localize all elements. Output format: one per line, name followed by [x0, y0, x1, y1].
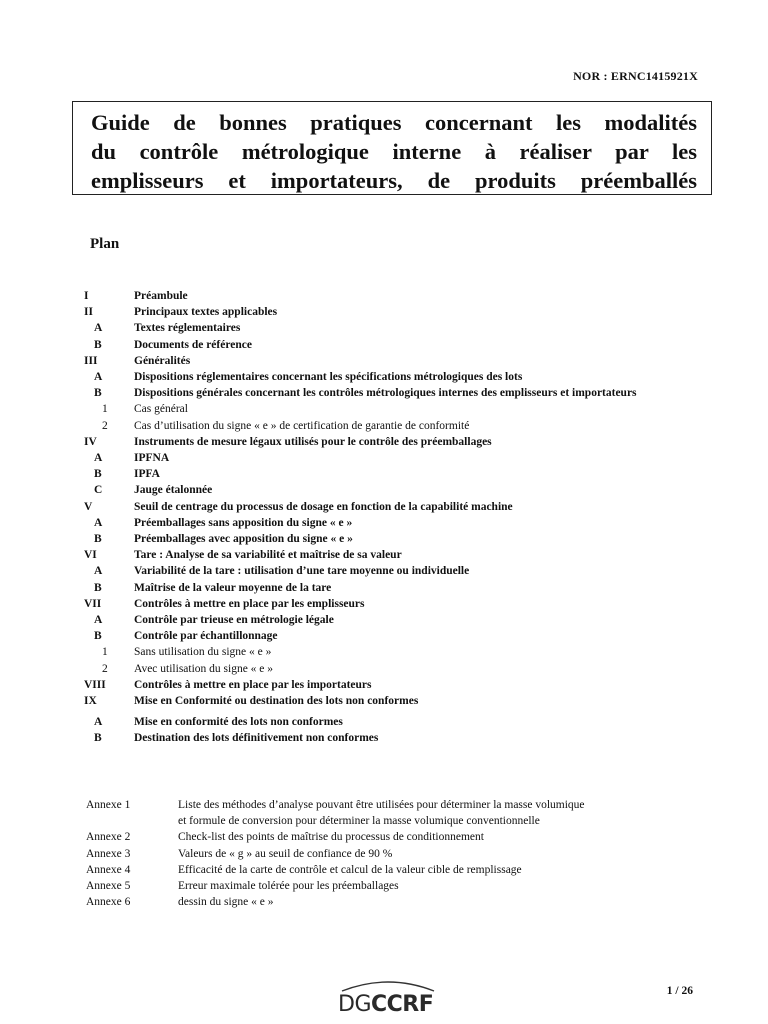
toc-entry-title: Tare : Analyse de sa variabilité et maîtrise de sa valeur	[134, 549, 402, 562]
toc-entry-title: Destination des lots définitivement non conformes	[134, 732, 379, 745]
toc-entry-number: B	[94, 533, 102, 546]
toc-entry-number: B	[94, 732, 102, 745]
toc-entry	[84, 288, 704, 304]
annex-title-line: Efficacité de la carte de contrôle et calcul de la valeur cible de remplissage	[178, 863, 522, 876]
toc-entry-number: V	[84, 500, 93, 513]
toc-entry-number: B	[94, 468, 102, 481]
toc-entry-title: Sans utilisation du signe « e »	[134, 646, 272, 659]
toc-entry	[84, 714, 704, 730]
toc-entry	[84, 434, 704, 450]
toc-entry-number: A	[94, 716, 103, 729]
toc-entry-title: Cas général	[134, 403, 188, 416]
toc-entry-number: 2	[102, 419, 108, 432]
toc-entry-title: Textes réglementaires	[134, 322, 241, 335]
dgccrf-logo	[334, 977, 442, 1021]
toc-entry-title: IPFNA	[134, 452, 170, 465]
toc-entry	[84, 418, 704, 434]
annex-label: Annexe 2	[86, 831, 131, 844]
toc-entry-title: Contrôle par échantillonnage	[134, 630, 278, 643]
toc-entry	[84, 482, 704, 498]
logo-arc-icon	[334, 977, 442, 993]
toc-entry-number: II	[84, 306, 93, 319]
toc-entry	[84, 531, 704, 547]
toc-entry	[84, 547, 704, 563]
nor-reference: NOR : ERNC1415921X	[573, 69, 698, 83]
toc-entry-title: Seuil de centrage du processus de dosage en fonction de la capabilité machine	[134, 500, 513, 513]
annex-entry	[86, 846, 706, 862]
annex-title	[178, 797, 706, 829]
toc-entry-title: Principaux textes applicables	[134, 306, 278, 319]
toc-entry-number: VI	[84, 549, 97, 562]
toc-entry-number: B	[94, 338, 102, 351]
toc-entry-title: Mise en Conformité ou destination des lots non conformes	[134, 695, 419, 708]
toc-entry	[84, 337, 704, 353]
toc-entry-number: III	[84, 354, 98, 367]
toc-entry-number: C	[94, 484, 103, 497]
toc-entry	[84, 353, 704, 369]
toc-entry-number: A	[94, 516, 103, 529]
annex-title	[178, 829, 706, 845]
annex-title-continuation: et formule de conversion pour déterminer la masse volumique conventionnelle	[178, 815, 540, 828]
plan-heading: Plan	[90, 236, 120, 252]
toc-entry	[84, 499, 704, 515]
annex-title-line: Check-list des points de maîtrise du processus de conditionnement	[178, 831, 484, 844]
title-line-2: du contrôle métrologique interne à réaliser par les	[91, 139, 697, 164]
toc-entry-title: Documents de référence	[134, 338, 252, 351]
table-of-contents	[84, 288, 704, 747]
title-line-1: Guide de bonnes pratiques concernant les modalités	[91, 110, 697, 135]
annex-title-line: dessin du signe « e »	[178, 896, 274, 909]
toc-entry-number: A	[94, 371, 103, 384]
toc-entry	[84, 693, 704, 709]
annex-list	[86, 797, 706, 910]
toc-entry	[84, 563, 704, 579]
toc-entry-number: VIII	[84, 678, 106, 691]
toc-entry	[84, 644, 704, 660]
annex-title	[178, 846, 706, 862]
toc-entry-title: Dispositions générales concernant les contrôles métrologiques internes des emplisseurs et importateurs	[134, 387, 637, 400]
toc-entry	[84, 661, 704, 677]
annex-title-line: Erreur maximale tolérée pour les préemballages	[178, 880, 399, 893]
toc-entry	[84, 304, 704, 320]
toc-entry-title: Maîtrise de la valeur moyenne de la tare	[134, 581, 332, 594]
toc-entry-title: Cas d’utilisation du signe « e » de certification de garantie de conformité	[134, 419, 470, 432]
annex-entry	[86, 878, 706, 894]
annex-title	[178, 862, 706, 878]
toc-entry-title: Contrôles à mettre en place par les emplisseurs	[134, 597, 365, 610]
toc-entry-title: Dispositions réglementaires concernant les spécifications métrologiques des lots	[134, 371, 523, 384]
logo-wordmark	[338, 992, 433, 1017]
toc-entry-number: 1	[102, 646, 108, 659]
toc-entry-number: I	[84, 290, 89, 302]
annex-title-line: Liste des méthodes d’analyse pouvant être utilisées pour déterminer la masse volumique	[178, 799, 585, 811]
document-title-box	[72, 101, 712, 195]
toc-entry-title: Généralités	[134, 354, 191, 367]
toc-entry-number: A	[94, 614, 103, 627]
toc-entry-number: VII	[84, 597, 102, 610]
annex-title-line: Valeurs de « g » au seuil de confiance de 90 %	[178, 847, 393, 860]
toc-entry-title: Préemballages avec apposition du signe « e »	[134, 533, 353, 546]
toc-entry-number: B	[94, 581, 102, 594]
annex-entry	[86, 894, 706, 910]
annex-label: Annexe 5	[86, 880, 131, 893]
toc-entry-title: Variabilité de la tare : utilisation d’une tare moyenne ou individuelle	[134, 565, 470, 578]
toc-entry-title: Jauge étalonnée	[134, 484, 213, 497]
toc-entry	[84, 612, 704, 628]
annex-label: Annexe 1	[86, 799, 131, 811]
toc-entry	[84, 401, 704, 417]
annex-label: Annexe 6	[86, 896, 131, 909]
toc-entry-number: A	[94, 452, 103, 465]
logo-dg: DG	[338, 992, 371, 1017]
toc-entry	[84, 628, 704, 644]
toc-entry-title: Préemballages sans apposition du signe « e »	[134, 516, 353, 529]
annex-label: Annexe 4	[86, 863, 131, 876]
toc-entry-number: B	[94, 387, 102, 400]
page-number: 1 / 26	[666, 985, 693, 997]
toc-entry	[84, 320, 704, 336]
toc-entry-title: Instruments de mesure légaux utilisés pour le contrôle des préemballages	[134, 435, 492, 448]
toc-entry-title: Préambule	[134, 290, 188, 302]
toc-entry	[84, 580, 704, 596]
annex-label: Annexe 3	[86, 847, 131, 860]
toc-entry	[84, 369, 704, 385]
toc-entry-title: IPFA	[134, 468, 160, 481]
toc-entry-title: Contrôle par trieuse en métrologie légale	[134, 614, 334, 627]
toc-entry	[84, 450, 704, 466]
toc-entry-title: Mise en conformité des lots non conformes	[134, 716, 343, 729]
toc-entry	[84, 596, 704, 612]
toc-entry	[84, 730, 704, 746]
toc-entry-number: IX	[84, 695, 97, 708]
logo-ccrf: CCRF	[371, 992, 434, 1017]
toc-entry-number: IV	[84, 435, 97, 448]
toc-entry-number: 1	[102, 403, 108, 416]
toc-entry-title: Contrôles à mettre en place par les importateurs	[134, 678, 372, 691]
toc-entry	[84, 515, 704, 531]
annex-entry	[86, 797, 706, 829]
toc-entry-number: 2	[102, 662, 108, 675]
toc-entry-number: A	[94, 565, 103, 578]
toc-entry	[84, 385, 704, 401]
annex-entry	[86, 829, 706, 845]
title-line-3: emplisseurs et importateurs, de produits préemballés	[91, 168, 697, 193]
toc-entry	[84, 677, 704, 693]
toc-entry-title: Avec utilisation du signe « e »	[134, 662, 274, 675]
annex-entry	[86, 862, 706, 878]
toc-entry-number: A	[94, 322, 103, 335]
toc-entry-number: B	[94, 630, 102, 643]
toc-entry	[84, 466, 704, 482]
annex-title	[178, 878, 706, 894]
annex-title	[178, 894, 706, 910]
